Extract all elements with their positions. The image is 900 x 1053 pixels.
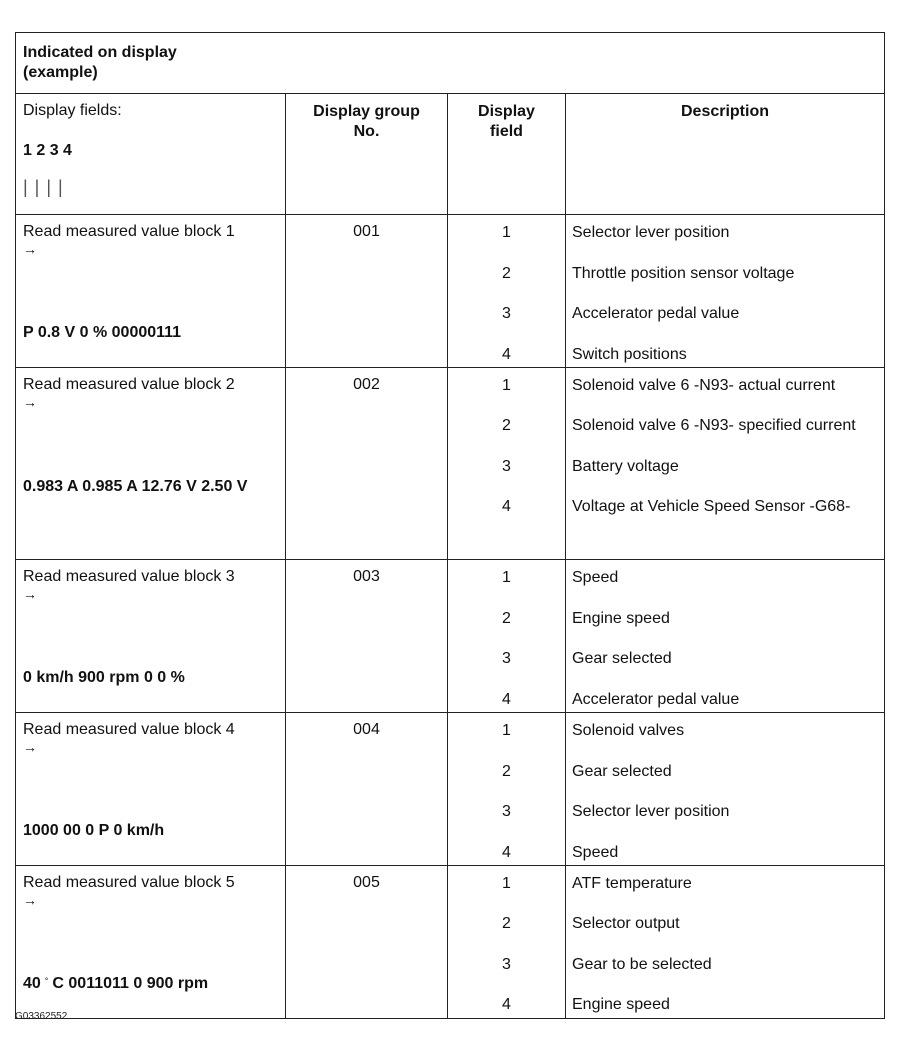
block-5-title: Read measured value block 5	[23, 874, 235, 891]
block-1-desc-2: Throttle position sensor voltage	[572, 265, 795, 282]
block-2-display-cell	[16, 368, 286, 560]
block-2-desc-2: Solenoid valve 6 -N93- specified current	[572, 417, 856, 434]
block-5-example-part-2: C 0011011 0 900 rpm	[52, 975, 209, 992]
block-4-field-2: 2	[502, 763, 511, 780]
description-header	[566, 94, 885, 215]
block-3-field-cell	[448, 560, 566, 713]
indicated-line-1: Indicated on display	[23, 44, 177, 61]
block-1-description-cell	[566, 215, 885, 368]
block-2-desc-1: Solenoid valve 6 -N93- actual current	[572, 377, 836, 394]
block-3-title: Read measured value block 3	[23, 568, 235, 585]
block-5-desc-1: ATF temperature	[572, 875, 692, 892]
block-1-group-cell	[286, 215, 448, 368]
table-row-block-1	[16, 215, 885, 368]
block-2-field-2: 2	[502, 417, 511, 434]
table-row-block-2	[16, 368, 885, 560]
block-2-example: 0.983 A 0.985 A 12.76 V 2.50 V	[23, 478, 248, 495]
display-field-header	[448, 94, 566, 215]
block-2-group-cell	[286, 368, 448, 560]
block-3-example: 0 km/h 900 rpm 0 0 %	[23, 669, 185, 686]
block-5-field-3: 3	[502, 956, 511, 973]
indicated-line-2: (example)	[23, 64, 98, 81]
description-header-label: Description	[680, 103, 769, 120]
block-1-title: Read measured value block 1	[23, 223, 235, 240]
display-group-header	[286, 94, 448, 215]
block-3-description-cell	[566, 560, 885, 713]
arrow-right-icon: →	[23, 739, 37, 755]
degree-symbol: °	[44, 976, 49, 986]
block-3-desc-3: Gear selected	[572, 650, 672, 667]
display-fields-label: Display fields:	[23, 102, 122, 119]
block-4-field-1: 1	[502, 722, 511, 739]
block-5-desc-3: Gear to be selected	[572, 956, 712, 973]
block-5-example-part-1: 40	[23, 975, 41, 992]
block-4-description-cell	[566, 713, 885, 866]
indicated-on-display-header	[16, 33, 885, 94]
block-2-field-cell	[448, 368, 566, 560]
block-4-example: 1000 00 0 P 0 km/h	[23, 822, 165, 839]
block-2-desc-4: Voltage at Vehicle Speed Sensor -G68-	[572, 498, 851, 515]
block-1-display-cell	[16, 215, 286, 368]
measured-value-table	[15, 32, 885, 1019]
block-3-field-1: 1	[502, 569, 511, 586]
block-5-desc-2: Selector output	[572, 915, 680, 932]
block-4-display-cell	[16, 713, 286, 866]
block-3-field-2: 2	[502, 610, 511, 627]
block-2-field-1: 1	[502, 377, 511, 394]
table-row-block-3	[16, 560, 885, 713]
field-header-line-1: Display	[478, 103, 535, 120]
block-5-example	[23, 975, 208, 993]
block-3-field-4: 4	[502, 691, 511, 708]
display-fields-bars: | | | |	[23, 177, 64, 197]
block-5-field-1: 1	[502, 875, 511, 892]
table-row-block-4	[16, 713, 885, 866]
figure-id-caption: G03362552	[15, 1011, 68, 1022]
block-5-display-cell	[16, 866, 286, 1019]
block-2-desc-3: Battery voltage	[572, 458, 679, 475]
block-4-field-4: 4	[502, 844, 511, 861]
block-4-desc-1: Solenoid valves	[572, 722, 685, 739]
block-4-field-3: 3	[502, 803, 511, 820]
block-3-field-3: 3	[502, 650, 511, 667]
block-3-display-cell	[16, 560, 286, 713]
block-1-field-4: 4	[502, 346, 511, 363]
block-4-field-cell	[448, 713, 566, 866]
display-fields-numbers: 1 2 3 4	[23, 142, 72, 159]
group-header-line-1: Display group	[313, 103, 420, 120]
block-2-title: Read measured value block 2	[23, 376, 235, 393]
field-header-line-2: field	[490, 123, 523, 140]
block-1-desc-3: Accelerator pedal value	[572, 305, 740, 322]
block-2-field-4: 4	[502, 498, 511, 515]
block-4-desc-4: Speed	[572, 844, 619, 861]
block-3-desc-4: Accelerator pedal value	[572, 691, 740, 708]
block-5-field-4: 4	[502, 996, 511, 1013]
arrow-right-icon: →	[23, 241, 37, 257]
block-3-desc-1: Speed	[572, 569, 619, 586]
block-1-desc-4: Switch positions	[572, 346, 687, 363]
block-3-group: 003	[353, 568, 380, 585]
block-4-desc-3: Selector lever position	[572, 803, 730, 820]
block-2-group: 002	[353, 376, 380, 393]
block-1-desc-1: Selector lever position	[572, 224, 730, 241]
table-row-block-5	[16, 866, 885, 1019]
block-5-desc-4: Engine speed	[572, 996, 670, 1013]
arrow-right-icon: →	[23, 892, 37, 908]
block-5-group: 005	[353, 874, 380, 891]
block-1-example: P 0.8 V 0 % 00000111	[23, 324, 182, 341]
block-4-desc-2: Gear selected	[572, 763, 672, 780]
block-2-description-cell	[566, 368, 885, 560]
block-4-group-cell	[286, 713, 448, 866]
block-1-field-1: 1	[502, 224, 511, 241]
block-5-group-cell	[286, 866, 448, 1019]
block-2-field-3: 3	[502, 458, 511, 475]
block-1-group: 001	[353, 223, 380, 240]
block-1-field-cell	[448, 215, 566, 368]
block-3-group-cell	[286, 560, 448, 713]
arrow-right-icon: →	[23, 394, 37, 410]
block-5-description-cell	[566, 866, 885, 1019]
arrow-right-icon: →	[23, 586, 37, 602]
block-3-desc-2: Engine speed	[572, 610, 670, 627]
block-4-title: Read measured value block 4	[23, 721, 235, 738]
block-5-field-2: 2	[502, 915, 511, 932]
block-1-field-3: 3	[502, 305, 511, 322]
block-5-field-cell	[448, 866, 566, 1019]
block-4-group: 004	[353, 721, 380, 738]
display-fields-header	[16, 94, 286, 215]
group-header-line-2: No.	[353, 123, 380, 140]
block-1-field-2: 2	[502, 265, 511, 282]
